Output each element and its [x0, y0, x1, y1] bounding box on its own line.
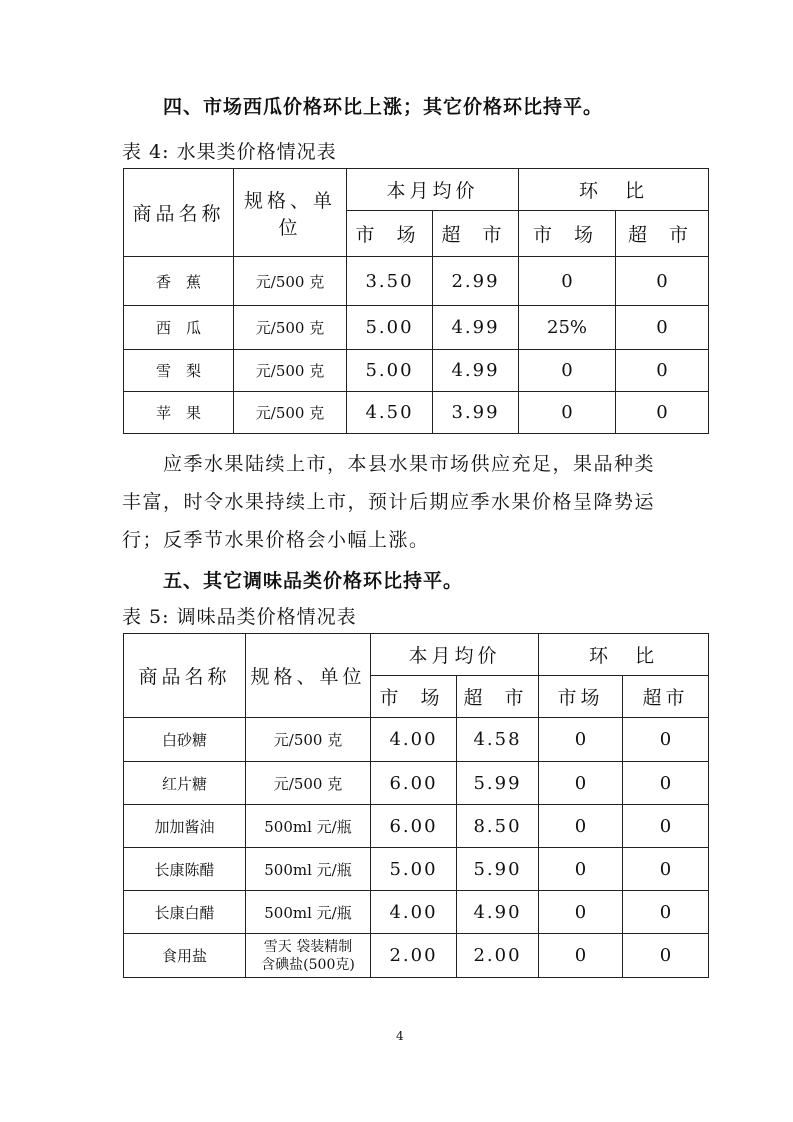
table-row	[124, 306, 709, 350]
table-row	[124, 718, 709, 762]
subheader-market: 市 场	[371, 676, 457, 718]
ratio-market: 0	[519, 392, 616, 434]
ratio-supermarket: 0	[623, 805, 709, 848]
table-row	[124, 934, 709, 978]
ratio-market: 0	[539, 934, 623, 978]
product-spec: 元/500 克	[234, 350, 347, 392]
subheader-market: 市 场	[347, 211, 433, 257]
supermarket-price: 4.90	[457, 891, 539, 934]
ratio-supermarket: 0	[623, 762, 709, 805]
subheader-ratio-supermarket: 超市	[623, 676, 709, 718]
market-price: 4.50	[347, 392, 433, 434]
supermarket-price: 4.99	[433, 350, 519, 392]
table-caption-condiment: 表 5: 调味品类价格情况表	[122, 606, 357, 628]
page-number: 4	[396, 1029, 404, 1043]
table-row	[124, 805, 709, 848]
subheader-supermarket: 超 市	[457, 676, 539, 718]
table-row	[124, 257, 709, 306]
ratio-supermarket: 0	[623, 891, 709, 934]
table-row	[124, 392, 709, 434]
ratio-supermarket: 0	[623, 718, 709, 762]
ratio-supermarket: 0	[623, 934, 709, 978]
product-name: 长康陈醋	[124, 848, 246, 891]
ratio-market: 0	[539, 848, 623, 891]
table-row	[124, 762, 709, 805]
header-spec-unit: 规格、单位	[234, 169, 347, 257]
product-name: 红片糖	[124, 762, 246, 805]
section-heading-condiment: 五、其它调味品类价格环比持平。	[163, 570, 464, 592]
supermarket-price: 5.90	[457, 848, 539, 891]
subheader-ratio-supermarket: 超 市	[616, 211, 709, 257]
product-name: 加加酱油	[124, 805, 246, 848]
product-spec: 500ml 元/瓶	[246, 805, 371, 848]
header-month-on-month: 环 比	[519, 169, 709, 211]
market-price: 6.00	[371, 805, 457, 848]
market-price: 2.00	[371, 934, 457, 978]
fruit-price-table	[123, 168, 709, 434]
subheader-supermarket: 超 市	[433, 211, 519, 257]
supermarket-price: 5.99	[457, 762, 539, 805]
product-name: 香 蕉	[124, 257, 234, 306]
market-price: 6.00	[371, 762, 457, 805]
product-name: 白砂糖	[124, 718, 246, 762]
ratio-supermarket: 0	[616, 257, 709, 306]
product-name: 西 瓜	[124, 306, 234, 350]
product-spec: 元/500 克	[234, 306, 347, 350]
product-spec-line-1: 雪天 袋装精制	[263, 938, 353, 955]
product-spec: 元/500 克	[234, 257, 347, 306]
ratio-market: 0	[539, 718, 623, 762]
product-name: 食用盐	[124, 934, 246, 978]
paragraph-line-3: 行；反季节水果价格会小幅上涨。	[122, 529, 430, 551]
section-heading-fruit: 四、市场西瓜价格环比上涨；其它价格环比持平。	[163, 96, 604, 118]
supermarket-price: 4.58	[457, 718, 539, 762]
ratio-market: 0	[519, 257, 616, 306]
header-monthly-average: 本月均价	[371, 634, 539, 676]
market-price: 3.50	[347, 257, 433, 306]
table-row	[124, 848, 709, 891]
product-name: 雪 梨	[124, 350, 234, 392]
table-row	[124, 350, 709, 392]
header-monthly-average: 本月均价	[347, 169, 519, 211]
paragraph-line-1: 应季水果陆续上市，本县水果市场供应充足，果品种类	[163, 453, 656, 475]
header-product-name: 商品名称	[124, 634, 246, 718]
header-month-on-month: 环 比	[539, 634, 709, 676]
header-spec-unit: 规格、单位	[246, 634, 371, 718]
market-price: 5.00	[347, 306, 433, 350]
ratio-supermarket: 0	[616, 350, 709, 392]
product-spec: 元/500 克	[246, 762, 371, 805]
product-spec-line-2: 含碘盐(500克)	[261, 956, 355, 973]
supermarket-price: 8.50	[457, 805, 539, 848]
paragraph-line-2: 丰富，时令水果持续上市，预计后期应季水果价格呈降势运	[122, 491, 656, 513]
market-price: 4.00	[371, 718, 457, 762]
supermarket-price: 2.00	[457, 934, 539, 978]
product-name: 长康白醋	[124, 891, 246, 934]
ratio-market: 0	[539, 805, 623, 848]
product-spec: 500ml 元/瓶	[246, 891, 371, 934]
market-price: 5.00	[347, 350, 433, 392]
table-row	[124, 891, 709, 934]
market-price: 4.00	[371, 891, 457, 934]
supermarket-price: 3.99	[433, 392, 519, 434]
supermarket-price: 2.99	[433, 257, 519, 306]
product-name: 苹 果	[124, 392, 234, 434]
product-spec: 元/500 克	[246, 718, 371, 762]
product-spec: 元/500 克	[234, 392, 347, 434]
product-spec	[246, 934, 371, 978]
subheader-ratio-market: 市场	[539, 676, 623, 718]
table-caption-fruit: 表 4: 水果类价格情况表	[122, 141, 337, 163]
market-price: 5.00	[371, 848, 457, 891]
ratio-supermarket: 0	[616, 306, 709, 350]
supermarket-price: 4.99	[433, 306, 519, 350]
ratio-market: 25%	[519, 306, 616, 350]
ratio-market: 0	[539, 891, 623, 934]
ratio-supermarket: 0	[616, 392, 709, 434]
ratio-market: 0	[519, 350, 616, 392]
header-product-name: 商品名称	[124, 169, 234, 257]
product-spec: 500ml 元/瓶	[246, 848, 371, 891]
subheader-ratio-market: 市 场	[519, 211, 616, 257]
ratio-market: 0	[539, 762, 623, 805]
condiment-price-table	[123, 633, 709, 978]
ratio-supermarket: 0	[623, 848, 709, 891]
